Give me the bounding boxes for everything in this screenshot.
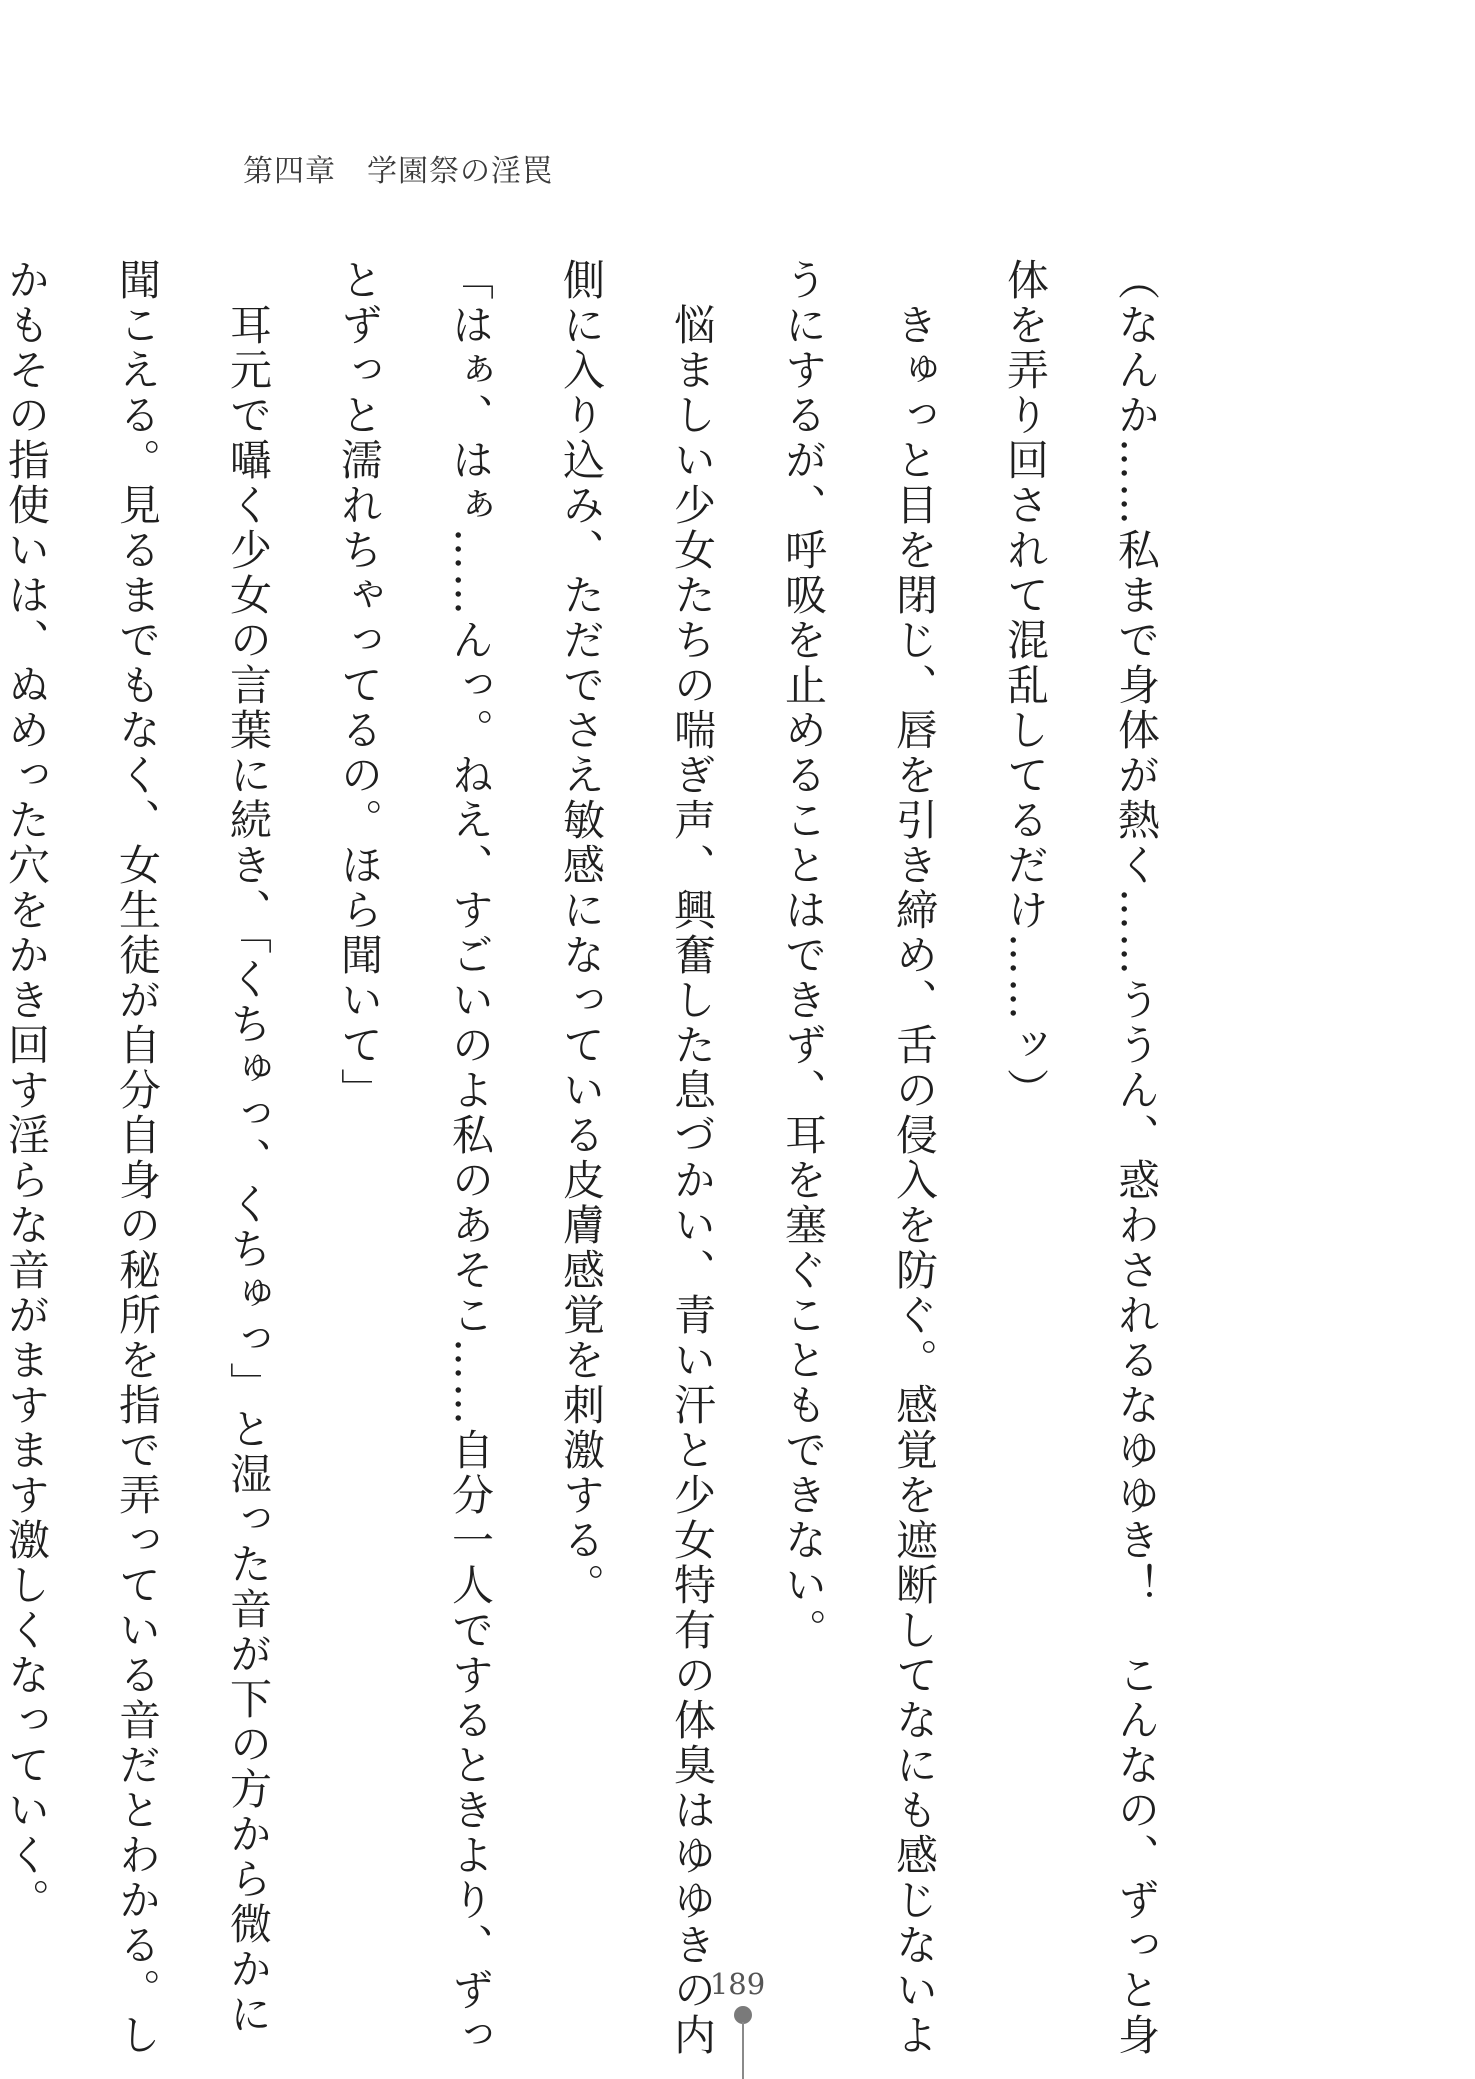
text-line: 悩ましい少女たちの喘ぎ声、興奮した息づかい、青い汗と少女特有の体臭はゆゆきの内: [668, 258, 717, 2058]
text-line: 体を弄り回されて混乱してるだけ……ッ）: [1001, 258, 1050, 1113]
running-head-chapter-title: 第四章 学園祭の淫罠: [243, 154, 553, 189]
text-line: 「はぁ、はぁ……んっ。ねえ、すごいのよ私のあそこ……自分一人でするときより、ずっ: [446, 258, 495, 2058]
page-marker-line: [742, 2022, 744, 2079]
text-line: 耳元で囁く少女の言葉に続き、「くちゅっ、くちゅっ」と湿った音が下の方から微かに: [224, 258, 273, 2037]
text-line: （なんか……私まで身体が熱く……ううん、惑わされるなゆゆき！ こんなの、ずっと身: [1112, 258, 1161, 2058]
page-number: 189: [709, 1967, 766, 2001]
text-line: とずっと濡れちゃってるの。ほら聞いて」: [335, 258, 384, 1113]
text-line: きゅっと目を閉じ、唇を引き締め、舌の侵入を防ぐ。感覚を遮断してなにも感じないよ: [890, 258, 939, 2058]
text-line: かもその指使いは、ぬめった穴をかき回す淫らな音がますます激しくなっていく。: [2, 258, 51, 1923]
text-line: うにするが、呼吸を止めることはできず、耳を塞ぐこともできない。: [779, 258, 828, 1653]
text-line: 聞こえる。見るまでもなく、女生徒が自分自身の秘所を指で弄っている音だとわかる。し: [113, 258, 162, 2058]
text-line: 側に入り込み、ただでさえ敏感になっている皮膚感覚を刺激する。: [557, 258, 606, 1608]
